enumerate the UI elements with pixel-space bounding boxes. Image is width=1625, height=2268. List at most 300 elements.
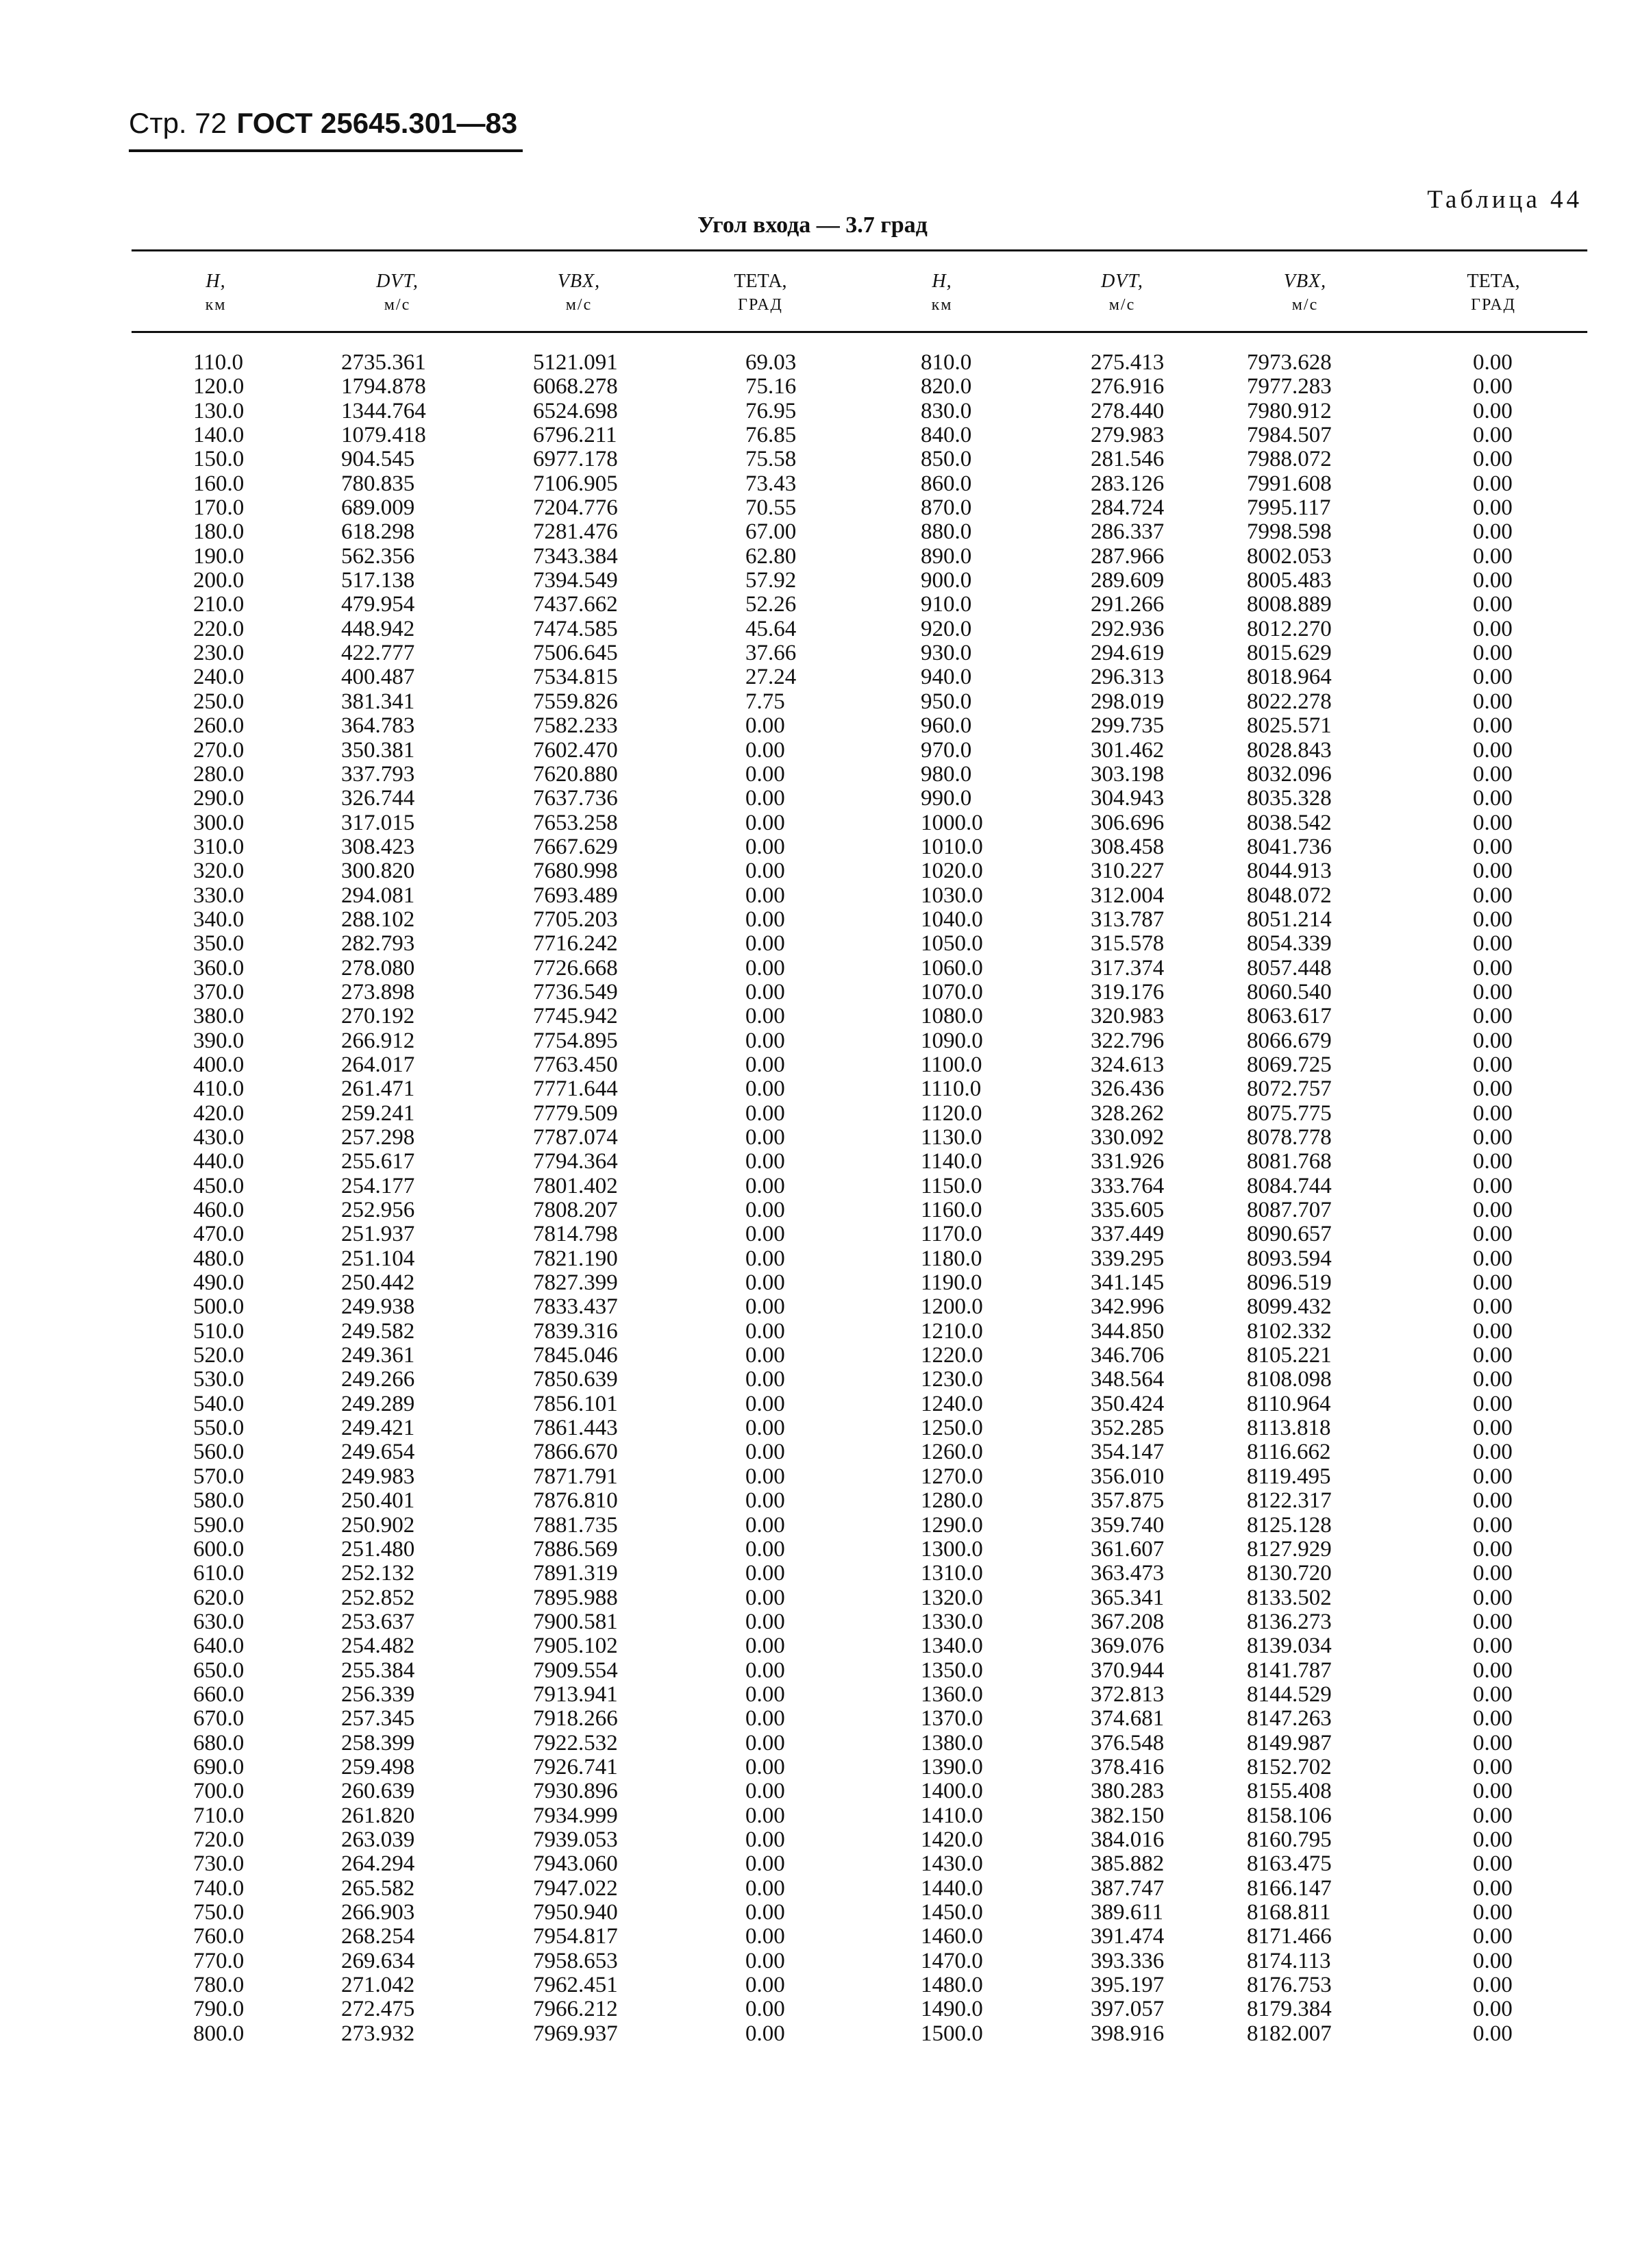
- cell-dvt-right: 279.983: [1091, 423, 1165, 448]
- cell-vbx-right: 8179.384: [1247, 1997, 1332, 2022]
- cell-h-right: 960.0: [921, 713, 972, 739]
- cell-teta-right: 0.00: [1473, 1851, 1513, 1877]
- cell-vbx-left: 7881.735: [533, 1512, 618, 1538]
- cell-vbx-left: 7833.437: [533, 1294, 618, 1320]
- cell-h-left: 570.0: [193, 1464, 245, 1489]
- cell-teta-right: 0.00: [1473, 979, 1513, 1004]
- cell-dvt-left: 251.104: [341, 1246, 415, 1271]
- table-label: Таблица 44: [1427, 186, 1583, 214]
- cell-h-right: 1250.0: [921, 1416, 983, 1441]
- table-row: [0, 787, 1625, 811]
- cell-teta-right: 0.00: [1473, 761, 1513, 787]
- cell-vbx-left: 7943.060: [533, 1851, 618, 1877]
- column-header-name: H,: [932, 271, 952, 292]
- cell-dvt-right: 283.126: [1091, 471, 1165, 496]
- cell-teta-right: 0.00: [1473, 1294, 1513, 1320]
- table-row: [0, 811, 1625, 835]
- cell-dvt-left: 249.582: [341, 1318, 415, 1344]
- column-header-unit: км: [931, 296, 953, 314]
- cell-dvt-left: 249.938: [341, 1294, 415, 1320]
- cell-teta-right: 0.00: [1473, 1609, 1513, 1634]
- cell-h-left: 110.0: [193, 350, 244, 375]
- cell-h-right: 870.0: [921, 495, 972, 521]
- cell-vbx-left: 7534.815: [533, 665, 618, 690]
- cell-teta-left: 0.00: [745, 1222, 785, 1247]
- cell-vbx-right: 8147.263: [1247, 1706, 1332, 1731]
- cell-dvt-right: 296.313: [1091, 665, 1165, 690]
- cell-dvt-right: 275.413: [1091, 350, 1165, 375]
- table-row: [0, 593, 1625, 617]
- table-row: [0, 375, 1625, 399]
- table-row: [0, 1126, 1625, 1150]
- cell-h-right: 890.0: [921, 543, 972, 569]
- cell-dvt-left: 422.777: [341, 641, 415, 666]
- cell-dvt-left: 254.482: [341, 1634, 415, 1659]
- cell-teta-left: 0.00: [745, 1924, 785, 1949]
- cell-h-left: 300.0: [193, 810, 245, 835]
- cell-teta-right: 0.00: [1473, 374, 1513, 399]
- cell-dvt-right: 326.436: [1091, 1076, 1165, 1102]
- cell-vbx-left: 7814.798: [533, 1222, 618, 1247]
- cell-teta-left: 27.24: [745, 665, 797, 690]
- cell-teta-left: 0.00: [745, 1900, 785, 1925]
- cell-vbx-right: 8152.702: [1247, 1754, 1332, 1779]
- cell-teta-left: 0.00: [745, 1948, 785, 1973]
- cell-teta-right: 0.00: [1473, 1270, 1513, 1296]
- cell-teta-left: 0.00: [745, 1730, 785, 1755]
- cell-dvt-right: 378.416: [1091, 1754, 1165, 1779]
- cell-teta-left: 0.00: [745, 810, 785, 835]
- cell-teta-right: 0.00: [1473, 955, 1513, 981]
- cell-dvt-left: 294.081: [341, 883, 415, 908]
- cell-dvt-left: 271.042: [341, 1973, 415, 1998]
- cell-vbx-right: 7995.117: [1247, 495, 1331, 521]
- cell-dvt-right: 301.462: [1091, 737, 1165, 763]
- cell-h-left: 280.0: [193, 761, 245, 787]
- cell-dvt-left: 255.617: [341, 1149, 415, 1174]
- cell-dvt-right: 322.796: [1091, 1028, 1165, 1053]
- cell-dvt-left: 249.266: [341, 1367, 415, 1392]
- cell-dvt-left: 251.937: [341, 1222, 415, 1247]
- cell-vbx-right: 8090.657: [1247, 1222, 1332, 1247]
- cell-dvt-right: 287.966: [1091, 543, 1165, 569]
- table-row: [0, 1804, 1625, 1828]
- cell-dvt-right: 330.092: [1091, 1125, 1165, 1150]
- cell-h-left: 340.0: [193, 907, 245, 932]
- table-row: [0, 1295, 1625, 1319]
- cell-vbx-right: 8015.629: [1247, 641, 1332, 666]
- cell-h-right: 1270.0: [921, 1464, 983, 1489]
- cell-vbx-right: 8081.768: [1247, 1149, 1332, 1174]
- cell-h-right: 1090.0: [921, 1028, 983, 1053]
- cell-vbx-right: 8144.529: [1247, 1681, 1332, 1707]
- cell-dvt-left: 269.634: [341, 1948, 415, 1973]
- cell-h-right: 1460.0: [921, 1924, 983, 1949]
- cell-teta-right: 0.00: [1473, 1004, 1513, 1029]
- cell-teta-left: 0.00: [745, 834, 785, 859]
- cell-vbx-right: 8102.332: [1247, 1318, 1332, 1344]
- cell-teta-right: 0.00: [1473, 1173, 1513, 1198]
- cell-vbx-left: 7900.581: [533, 1609, 618, 1634]
- cell-teta-left: 0.00: [745, 1318, 785, 1344]
- cell-vbx-right: 8038.542: [1247, 810, 1332, 835]
- cell-teta-left: 0.00: [745, 1803, 785, 1828]
- cell-h-right: 1370.0: [921, 1706, 983, 1731]
- cell-h-left: 690.0: [193, 1754, 245, 1779]
- cell-h-left: 530.0: [193, 1367, 245, 1392]
- cell-teta-left: 0.00: [745, 859, 785, 884]
- cell-dvt-left: 273.898: [341, 979, 415, 1004]
- cell-vbx-left: 7909.554: [533, 1657, 618, 1683]
- table-row: [0, 1198, 1625, 1222]
- cell-vbx-left: 7808.207: [533, 1198, 618, 1223]
- cell-teta-left: 0.00: [745, 713, 785, 739]
- cell-h-left: 480.0: [193, 1246, 245, 1271]
- cell-dvt-right: 367.208: [1091, 1609, 1165, 1634]
- cell-dvt-right: 342.996: [1091, 1294, 1165, 1320]
- cell-h-right: 930.0: [921, 641, 972, 666]
- cell-h-right: 950.0: [921, 689, 972, 714]
- cell-teta-left: 0.00: [745, 1536, 785, 1562]
- cell-h-right: 880.0: [921, 519, 972, 545]
- cell-dvt-left: 308.423: [341, 834, 415, 859]
- cell-h-right: 1210.0: [921, 1318, 983, 1344]
- cell-h-right: 1340.0: [921, 1634, 983, 1659]
- cell-teta-left: 0.00: [745, 1585, 785, 1610]
- cell-vbx-left: 7787.074: [533, 1125, 618, 1150]
- cell-dvt-left: 317.015: [341, 810, 415, 835]
- cell-teta-left: 0.00: [745, 786, 785, 811]
- cell-teta-left: 0.00: [745, 979, 785, 1004]
- cell-h-right: 980.0: [921, 761, 972, 787]
- cell-vbx-right: 8130.720: [1247, 1561, 1332, 1586]
- cell-dvt-right: 397.057: [1091, 1997, 1165, 2022]
- cell-teta-right: 0.00: [1473, 568, 1513, 593]
- cell-vbx-right: 8108.098: [1247, 1367, 1332, 1392]
- table-row: [0, 1150, 1625, 1174]
- cell-h-left: 730.0: [193, 1851, 245, 1877]
- table-row: [0, 1707, 1625, 1731]
- cell-h-right: 1180.0: [921, 1246, 982, 1271]
- cell-dvt-left: 249.654: [341, 1440, 415, 1465]
- cell-dvt-right: 315.578: [1091, 931, 1165, 957]
- table-row: [0, 690, 1625, 714]
- cell-h-left: 330.0: [193, 883, 245, 908]
- cell-teta-left: 0.00: [745, 1052, 785, 1077]
- cell-h-right: 850.0: [921, 447, 972, 472]
- cell-vbx-left: 7602.470: [533, 737, 618, 763]
- table-row: [0, 1562, 1625, 1586]
- cell-vbx-right: 8116.662: [1247, 1440, 1331, 1465]
- cell-h-right: 1080.0: [921, 1004, 983, 1029]
- cell-teta-left: 0.00: [745, 1851, 785, 1877]
- cell-teta-right: 0.00: [1473, 1730, 1513, 1755]
- cell-h-left: 210.0: [193, 592, 245, 617]
- cell-teta-right: 0.00: [1473, 350, 1513, 375]
- cell-teta-right: 0.00: [1473, 2021, 1513, 2046]
- cell-dvt-right: 372.813: [1091, 1681, 1165, 1707]
- cell-dvt-right: 341.145: [1091, 1270, 1165, 1296]
- cell-vbx-left: 7891.319: [533, 1561, 618, 1586]
- cell-teta-left: 0.00: [745, 1827, 785, 1852]
- cell-dvt-left: 264.017: [341, 1052, 415, 1077]
- cell-h-right: 1350.0: [921, 1657, 983, 1683]
- table-row: [0, 1465, 1625, 1489]
- cell-h-right: 1060.0: [921, 955, 983, 981]
- cell-h-left: 790.0: [193, 1997, 245, 2022]
- cell-teta-right: 0.00: [1473, 1779, 1513, 1804]
- cell-teta-right: 0.00: [1473, 810, 1513, 835]
- cell-dvt-left: 278.080: [341, 955, 415, 981]
- cell-dvt-left: 448.942: [341, 616, 415, 641]
- cell-h-right: 1040.0: [921, 907, 983, 932]
- cell-vbx-left: 7926.741: [533, 1754, 618, 1779]
- cell-vbx-left: 7204.776: [533, 495, 618, 521]
- cell-teta-left: 37.66: [745, 641, 797, 666]
- cell-vbx-left: 7726.668: [533, 955, 618, 981]
- cell-vbx-right: 8122.317: [1247, 1488, 1332, 1514]
- cell-dvt-right: 374.681: [1091, 1706, 1165, 1731]
- cell-teta-left: 0.00: [745, 931, 785, 957]
- cell-h-left: 310.0: [193, 834, 245, 859]
- cell-vbx-right: 8176.753: [1247, 1973, 1332, 1998]
- column-header: [860, 270, 1024, 317]
- cell-dvt-right: 335.605: [1091, 1198, 1165, 1223]
- cell-teta-left: 69.03: [745, 350, 797, 375]
- cell-teta-right: 0.00: [1473, 1416, 1513, 1441]
- cell-dvt-left: 252.132: [341, 1561, 415, 1586]
- standard-number: ГОСТ 25645.301—83: [236, 107, 518, 139]
- table-row: [0, 1077, 1625, 1101]
- cell-vbx-left: 7506.645: [533, 641, 618, 666]
- cell-h-right: 1070.0: [921, 979, 983, 1004]
- cell-dvt-right: 294.619: [1091, 641, 1165, 666]
- cell-dvt-left: 400.487: [341, 665, 415, 690]
- cell-vbx-right: 8022.278: [1247, 689, 1332, 714]
- cell-dvt-left: 258.399: [341, 1730, 415, 1755]
- cell-dvt-left: 517.138: [341, 568, 415, 593]
- cell-dvt-right: 369.076: [1091, 1634, 1165, 1659]
- cell-dvt-left: 270.192: [341, 1004, 415, 1029]
- cell-h-left: 420.0: [193, 1100, 245, 1126]
- cell-dvt-left: 282.793: [341, 931, 415, 957]
- cell-dvt-left: 780.835: [341, 471, 415, 496]
- cell-dvt-left: 253.637: [341, 1609, 415, 1634]
- cell-dvt-right: 308.458: [1091, 834, 1165, 859]
- cell-h-left: 190.0: [193, 543, 245, 569]
- cell-vbx-right: 8012.270: [1247, 616, 1332, 641]
- cell-h-left: 550.0: [193, 1416, 245, 1441]
- table-row: [0, 1392, 1625, 1416]
- cell-dvt-left: 1079.418: [341, 423, 426, 448]
- column-header-unit: ГРАД: [738, 296, 783, 314]
- cell-teta-left: 0.00: [745, 1754, 785, 1779]
- cell-h-right: 1380.0: [921, 1730, 983, 1755]
- cell-teta-right: 0.00: [1473, 713, 1513, 739]
- cell-dvt-left: 252.852: [341, 1585, 415, 1610]
- cell-teta-left: 0.00: [745, 1973, 785, 1998]
- column-header: [497, 270, 661, 317]
- cell-teta-left: 0.00: [745, 955, 785, 981]
- cell-teta-left: 0.00: [745, 1488, 785, 1514]
- cell-teta-left: 0.00: [745, 1367, 785, 1392]
- cell-dvt-left: 261.820: [341, 1803, 415, 1828]
- cell-dvt-left: 326.744: [341, 786, 415, 811]
- column-header-name: H,: [206, 271, 226, 292]
- cell-dvt-left: 364.783: [341, 713, 415, 739]
- cell-vbx-left: 7839.316: [533, 1318, 618, 1344]
- cell-h-left: 360.0: [193, 955, 245, 981]
- cell-vbx-right: 8136.273: [1247, 1609, 1332, 1634]
- cell-h-right: 1450.0: [921, 1900, 983, 1925]
- cell-vbx-right: 7980.912: [1247, 398, 1332, 423]
- cell-dvt-left: 250.442: [341, 1270, 415, 1296]
- cell-h-right: 1200.0: [921, 1294, 983, 1320]
- cell-h-right: 1030.0: [921, 883, 983, 908]
- cell-vbx-left: 6068.278: [533, 374, 618, 399]
- column-header: [1040, 270, 1204, 317]
- cell-vbx-right: 8119.495: [1247, 1464, 1331, 1489]
- cell-dvt-left: 257.298: [341, 1125, 415, 1150]
- column-header-unit: км: [205, 296, 227, 314]
- cell-vbx-left: 7736.549: [533, 979, 618, 1004]
- cell-vbx-right: 7998.598: [1247, 519, 1332, 545]
- cell-h-left: 640.0: [193, 1634, 245, 1659]
- table-row: [0, 1053, 1625, 1077]
- cell-h-right: 1190.0: [921, 1270, 982, 1296]
- cell-teta-right: 0.00: [1473, 592, 1513, 617]
- cell-dvt-right: 356.010: [1091, 1464, 1165, 1489]
- table-row: [0, 520, 1625, 544]
- cell-h-right: 1320.0: [921, 1585, 983, 1610]
- cell-h-right: 1490.0: [921, 1997, 983, 2022]
- cell-teta-left: 0.00: [745, 1634, 785, 1659]
- cell-dvt-right: 395.197: [1091, 1973, 1165, 1998]
- cell-vbx-left: 7559.826: [533, 689, 618, 714]
- cell-teta-right: 0.00: [1473, 1222, 1513, 1247]
- table-row: [0, 1659, 1625, 1683]
- cell-dvt-right: 382.150: [1091, 1803, 1165, 1828]
- cell-h-left: 430.0: [193, 1125, 245, 1150]
- table-row: [0, 423, 1625, 447]
- cell-dvt-left: 1794.878: [341, 374, 426, 399]
- cell-vbx-left: 7745.942: [533, 1004, 618, 1029]
- cell-vbx-right: 8168.811: [1247, 1900, 1331, 1925]
- cell-vbx-right: 8125.128: [1247, 1512, 1332, 1538]
- cell-dvt-left: 250.401: [341, 1488, 415, 1514]
- cell-dvt-right: 292.936: [1091, 616, 1165, 641]
- cell-dvt-left: 904.545: [341, 447, 415, 472]
- cell-h-right: 1000.0: [921, 810, 983, 835]
- table-row: [0, 1368, 1625, 1392]
- cell-dvt-left: 479.954: [341, 592, 415, 617]
- cell-h-left: 490.0: [193, 1270, 245, 1296]
- cell-h-left: 220.0: [193, 616, 245, 641]
- cell-vbx-right: 8113.818: [1247, 1416, 1331, 1441]
- cell-teta-left: 0.00: [745, 1270, 785, 1296]
- cell-teta-right: 0.00: [1473, 859, 1513, 884]
- cell-h-right: 1470.0: [921, 1948, 983, 1973]
- cell-teta-right: 0.00: [1473, 447, 1513, 472]
- cell-dvt-right: 289.609: [1091, 568, 1165, 593]
- cell-teta-right: 0.00: [1473, 1440, 1513, 1465]
- cell-vbx-right: 8149.987: [1247, 1730, 1332, 1755]
- cell-vbx-right: 8028.843: [1247, 737, 1332, 763]
- cell-dvt-right: 365.341: [1091, 1585, 1165, 1610]
- cell-dvt-right: 398.916: [1091, 2021, 1165, 2046]
- cell-teta-left: 0.00: [745, 1391, 785, 1416]
- cell-teta-right: 0.00: [1473, 1948, 1513, 1973]
- cell-teta-right: 0.00: [1473, 1391, 1513, 1416]
- cell-vbx-left: 7954.817: [533, 1924, 618, 1949]
- cell-vbx-right: 7988.072: [1247, 447, 1332, 472]
- cell-dvt-left: 381.341: [341, 689, 415, 714]
- table-row: [0, 1610, 1625, 1634]
- table-row: [0, 1731, 1625, 1755]
- cell-dvt-left: 250.902: [341, 1512, 415, 1538]
- table-row: [0, 545, 1625, 569]
- cell-h-left: 600.0: [193, 1536, 245, 1562]
- cell-vbx-right: 8041.736: [1247, 834, 1332, 859]
- cell-h-left: 800.0: [193, 2021, 245, 2046]
- cell-dvt-left: 254.177: [341, 1173, 415, 1198]
- cell-vbx-right: 8075.775: [1247, 1100, 1332, 1126]
- cell-dvt-left: 251.480: [341, 1536, 415, 1562]
- cell-h-right: 1420.0: [921, 1827, 983, 1852]
- cell-vbx-left: 7895.988: [533, 1585, 618, 1610]
- cell-dvt-left: 265.582: [341, 1875, 415, 1901]
- cell-vbx-left: 7871.791: [533, 1464, 618, 1489]
- cell-teta-right: 0.00: [1473, 1900, 1513, 1925]
- cell-dvt-right: 385.882: [1091, 1851, 1165, 1877]
- cell-teta-left: 0.00: [745, 1706, 785, 1731]
- cell-h-right: 1120.0: [921, 1100, 982, 1126]
- cell-teta-right: 0.00: [1473, 1076, 1513, 1102]
- cell-dvt-left: 256.339: [341, 1681, 415, 1707]
- cell-vbx-right: 8133.502: [1247, 1585, 1332, 1610]
- cell-teta-left: 67.00: [745, 519, 797, 545]
- cell-teta-right: 0.00: [1473, 423, 1513, 448]
- table-row: [0, 569, 1625, 593]
- table-row: [0, 1901, 1625, 1925]
- column-header: [315, 270, 480, 317]
- cell-dvt-right: 298.019: [1091, 689, 1165, 714]
- cell-h-right: 1430.0: [921, 1851, 983, 1877]
- table-row: [0, 1514, 1625, 1538]
- cell-dvt-left: 249.289: [341, 1391, 415, 1416]
- table-row: [0, 617, 1625, 641]
- cell-vbx-left: 7680.998: [533, 859, 618, 884]
- table-row: [0, 1271, 1625, 1295]
- cell-h-left: 630.0: [193, 1609, 245, 1634]
- column-header: [678, 270, 843, 317]
- cell-teta-left: 0.00: [745, 1100, 785, 1126]
- cell-dvt-left: 288.102: [341, 907, 415, 932]
- cell-dvt-right: 328.262: [1091, 1100, 1165, 1126]
- table-row: [0, 1004, 1625, 1028]
- column-header-name: ТЕТА,: [1467, 271, 1520, 292]
- cell-dvt-left: 268.254: [341, 1924, 415, 1949]
- cell-dvt-right: 393.336: [1091, 1948, 1165, 1973]
- cell-teta-left: 0.00: [745, 1246, 785, 1271]
- table-row: [0, 1997, 1625, 2021]
- table-body: [0, 351, 1625, 2046]
- cell-teta-right: 0.00: [1473, 1512, 1513, 1538]
- cell-vbx-left: 7106.905: [533, 471, 618, 496]
- cell-vbx-left: 7437.662: [533, 592, 618, 617]
- cell-h-right: 1290.0: [921, 1512, 983, 1538]
- table-row: [0, 835, 1625, 859]
